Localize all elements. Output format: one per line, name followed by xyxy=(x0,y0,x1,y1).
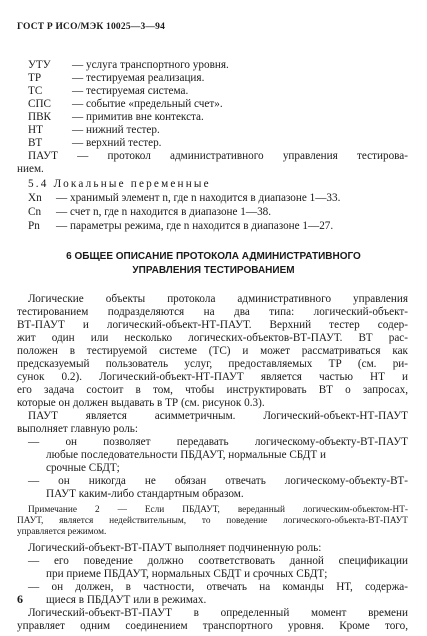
abbreviation-key: ВТ xyxy=(28,137,43,149)
abbreviation-key: ПВК xyxy=(28,111,52,123)
paragraph-line: Логический-объект-ВТ-ПАУТ выполняет подчиненную роль: xyxy=(28,542,322,554)
abbreviation-text: — событие «предельный счет». xyxy=(72,98,223,110)
abbreviation-key: СПС xyxy=(28,98,52,110)
bullet-line: любые последовательности ПБДАУТ, нормальные СБДТ и xyxy=(46,449,327,461)
abbreviation-line xyxy=(28,111,204,124)
paragraph-line: положен в тестируемой системе (ТС) и может рассматриваться как xyxy=(17,345,408,357)
bullet-line: — он никогда не обязан отвечать логическому-объекту-ВТ- xyxy=(28,475,408,487)
local-variable-line xyxy=(28,220,333,233)
abbreviation-text: — тестируемая реализация. xyxy=(72,72,205,84)
paragraph-line: которые он должен выдавать в ТР (см. рисунок 0.3). xyxy=(17,397,265,409)
paragraph-line: Логические объекты протокола административного управления xyxy=(28,293,408,305)
section-5-4-title: 5.4 Локальные переменные xyxy=(28,178,211,190)
paragraph-line: жит один или несколько логических-объектов-ВТ-ПАУТ. ВТ рас- xyxy=(17,332,408,344)
abbreviation-line xyxy=(28,98,223,111)
abbreviation-line xyxy=(28,72,204,85)
paragraph-line: управляет одним соединением транспортного уровня. Кроме того, xyxy=(17,620,408,632)
abbreviation-text: — услуга транспортного уровня. xyxy=(72,59,229,71)
variable-key: Cn xyxy=(28,206,42,218)
bullet-line: срочные СБДТ; xyxy=(46,462,120,474)
paragraph-line: тестированием подразделяются на два типа: логический-объект- xyxy=(17,306,408,318)
bullet-line: щиеся в ПБДАУТ или в режимах. xyxy=(46,594,207,606)
paragraph-line: его задача состоит в том, чтобы инструктировать ВТ о запросах, xyxy=(17,384,408,396)
page-number: 6 xyxy=(17,592,23,606)
abbreviation-line xyxy=(28,59,229,72)
variable-text: — параметры режима, где n находится в диапазоне 1—27. xyxy=(56,220,334,232)
abbreviation-line xyxy=(28,137,161,150)
abbreviation-text: — верхний тестер. xyxy=(72,137,162,149)
paragraph-line: сунок 0.2). Логический-объект-НТ-ПАУТ является частью НТ и xyxy=(17,371,408,383)
abbreviation-line xyxy=(28,85,188,98)
paragraph-line: Логический-объект-ВТ-ПАУТ в определенный момент времени xyxy=(28,607,408,619)
abbreviation-key: ТР xyxy=(28,72,42,84)
abbreviation-text: — примитив вне контекста. xyxy=(72,111,204,123)
note-line: Примечание 2 — Если ПБДАУТ, вереданный логическим-объектом-НТ- xyxy=(28,505,408,515)
section-6-title: УПРАВЛЕНИЯ ТЕСТИРОВАНИЕМ xyxy=(132,265,295,276)
note-line: ПАУТ, является недействительным, то поведение логического-объекта-ВТ-ПАУТ xyxy=(17,516,408,526)
abbreviation-text: — тестируемая система. xyxy=(72,85,189,97)
local-variable-line xyxy=(28,192,340,205)
section-6-title: 6 ОБЩЕЕ ОПИСАНИЕ ПРОТОКОЛА АДМИНИСТРАТИВНОГО xyxy=(66,251,361,262)
paragraph-line: предсказуемый пользователь услуг, предоставляемых ТР (см. ри- xyxy=(17,358,408,370)
running-header: ГОСТ Р ИСО/МЭК 10025—3—94 xyxy=(17,22,166,32)
paut-definition-line: нием. xyxy=(17,163,44,175)
abbreviation-key: ТС xyxy=(28,85,43,97)
bullet-line: — он должен, в частности, отвечать на команды НТ, содержа- xyxy=(28,581,408,593)
variable-key: Pn xyxy=(28,220,40,232)
abbreviation-text: — нижний тестер. xyxy=(72,124,160,136)
bullet-line: — его поведение должно соответствовать данной спецификации xyxy=(28,555,408,567)
bullet-line: — он позволяет передавать логическому-объекту-ВТ-ПАУТ xyxy=(28,436,408,448)
variable-text: — счет n, где n находится в диапазоне 1—38. xyxy=(56,206,272,218)
abbreviation-key: НТ xyxy=(28,124,43,136)
paut-definition-line: ПАУТ — протокол административного управления тестирова- xyxy=(28,150,408,162)
abbreviation-key: УТУ xyxy=(28,59,51,71)
bullet-line: ПАУТ каким-либо стандартным образом. xyxy=(46,488,244,500)
bullet-line: при приеме ПБДАУТ, нормальных СБДТ и срочных СБДТ; xyxy=(46,568,328,580)
paragraph-line: выполняет главную роль: xyxy=(17,423,139,435)
paragraph-line: ПАУТ является асимметричным. Логический-объект-НТ-ПАУТ xyxy=(28,410,408,422)
local-variable-line xyxy=(28,206,271,219)
variable-text: — хранимый элемент n, где n находится в диапазоне 1—33. xyxy=(56,192,341,204)
variable-key: Xn xyxy=(28,192,42,204)
abbreviation-line xyxy=(28,124,160,137)
paragraph-line: ВТ-ПАУТ и логический-объект-НТ-ПАУТ. Верхний тестер содер- xyxy=(17,319,408,331)
note-line: управляется режимом. xyxy=(17,527,107,537)
